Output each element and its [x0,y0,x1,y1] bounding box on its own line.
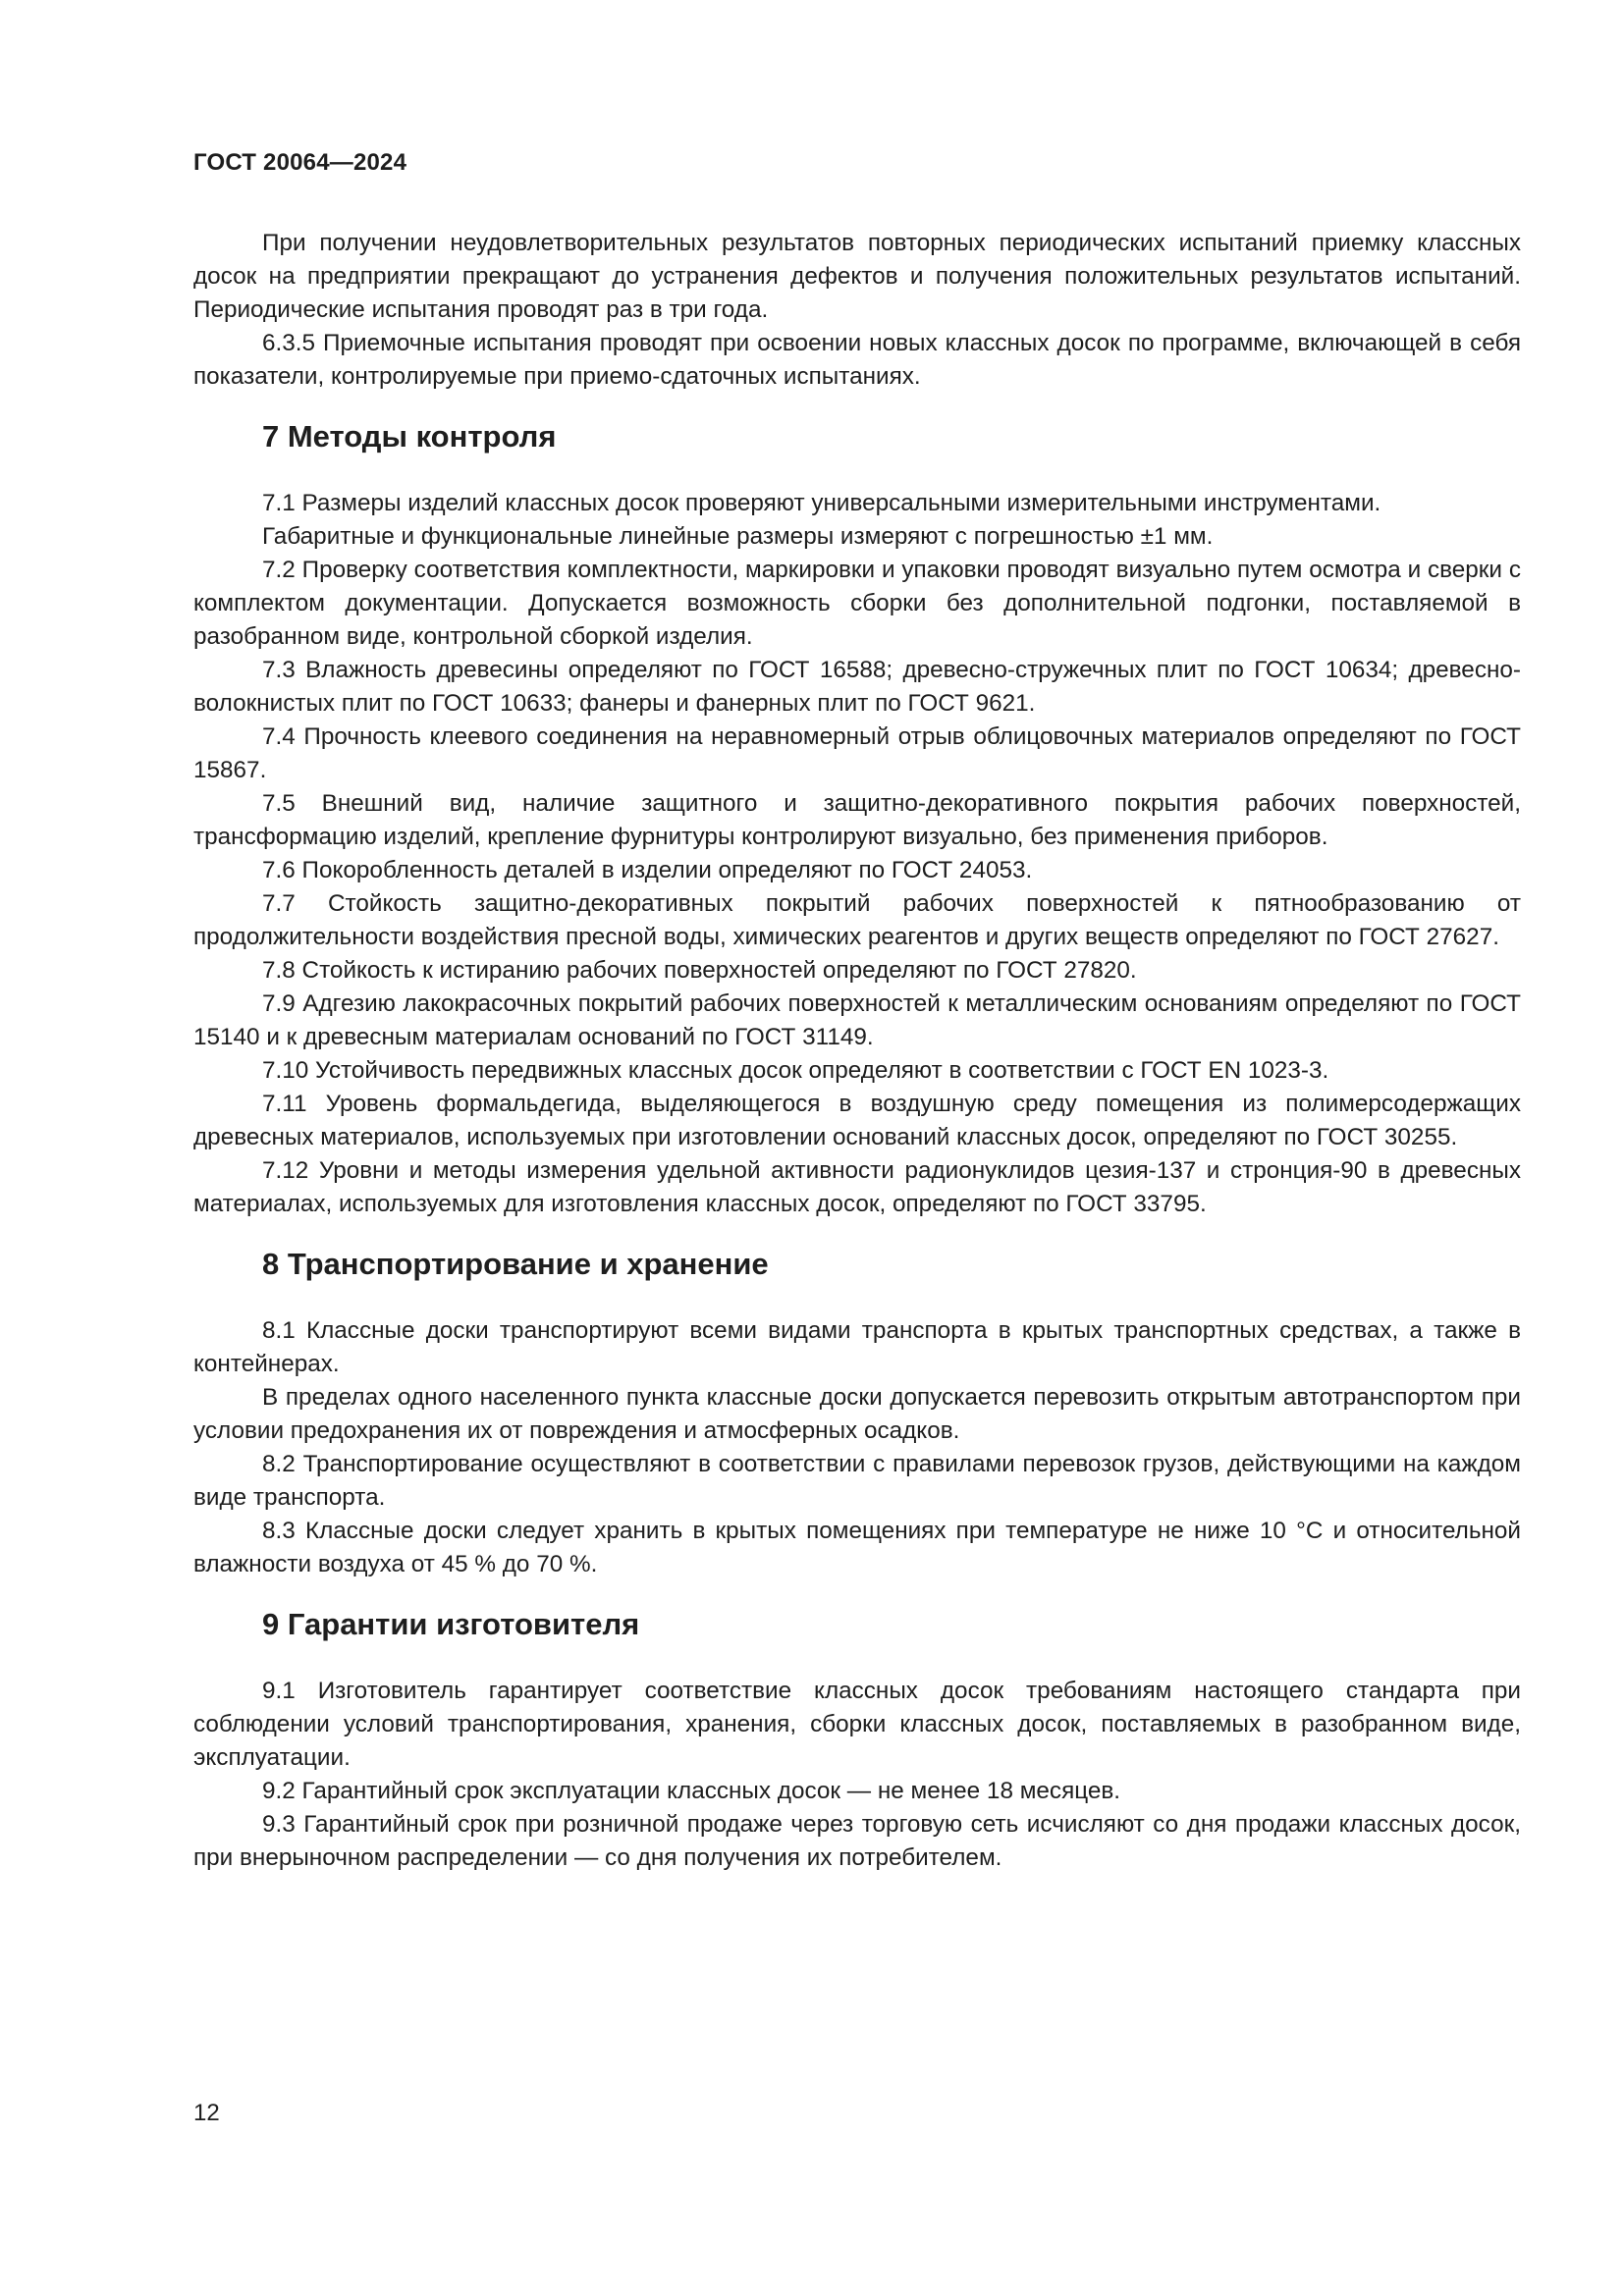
paragraph: 7.7 Стойкость защитно-декоративных покрытий рабочих поверхностей к пятнообразованию от продолжительности воздействия пресной воды, химических реагентов и других веществ определяют по ГОСТ 27627. [193,890,1521,950]
paragraph: 9.1 Изготовитель гарантирует соответствие классных досок требованиям настоящего стандарта при соблюдении условий транспортирования, хранения, сборки классных досок, поставляемых в разобранном виде, эксплуатации. [193,1678,1521,1771]
document-code-header: ГОСТ 20064—2024 [193,149,407,176]
paragraph: 7.4 Прочность клеевого соединения на неравномерный отрыв облицовочных материалов определяют по ГОСТ 15867. [193,723,1521,783]
paragraph: 7.10 Устойчивость передвижных классных досок определяют в соответствии с ГОСТ EN 1023-3. [262,1057,1329,1084]
paragraph: При получении неудовлетворительных результатов повторных периодических испытаний приемку классных досок на предприятии прекращают до устранения дефектов и получения положительных результатов испытаний. Периодические испытания проводят раз в три года. [193,230,1521,323]
paragraph: 9.2 Гарантийный срок эксплуатации классных досок — не менее 18 месяцев. [262,1778,1121,1804]
paragraph: 7.9 Адгезию лакокрасочных покрытий рабочих поверхностей к металлическим основаниям определяют по ГОСТ 15140 и к древесным материалам оснований по ГОСТ 31149. [193,990,1521,1050]
paragraph: 6.3.5 Приемочные испытания проводят при освоении новых классных досок по программе, включающей в себя показатели, контролируемые при приемо-сдаточных испытаниях. [193,330,1521,390]
paragraph: 7.8 Стойкость к истиранию рабочих поверхностей определяют по ГОСТ 27820. [262,957,1137,984]
paragraph: 8.1 Классные доски транспортируют всеми видами транспорта в крытых транспортных средствах, а также в контейнерах. [193,1317,1521,1377]
paragraph: 7.2 Проверку соответствия комплектности, маркировки и упаковки проводят визуально путем осмотра и сверки с комплектом документации. Допускается возможность сборки без дополнительной подгонки, поставляемой в разобранном виде, контрольной сборкой изделия. [193,557,1521,650]
paragraph: В пределах одного населенного пункта классные доски допускается перевозить открытым автотранспортом при условии предохранения их от повреждения и атмосферных осадков. [193,1384,1521,1444]
paragraph: 9.3 Гарантийный срок при розничной продаже через торговую сеть исчисляют со дня продажи классных досок, при внерыночном распределении — со дня получения их потребителем. [193,1811,1521,1871]
paragraph: 7.5 Внешний вид, наличие защитного и защитно-декоративного покрытия рабочих поверхностей, трансформацию изделий, крепление фурнитуры контролируют визуально, без применения приборов. [193,790,1521,850]
section-9-heading: 9 Гарантии изготовителя [262,1607,640,1641]
page-content [193,227,1521,1875]
paragraph: 7.1 Размеры изделий классных досок проверяют универсальными измерительными инструментами. [262,490,1381,516]
paragraph: 8.3 Классные доски следует хранить в крытых помещениях при температуре не ниже 10 °С и относительной влажности воздуха от 45 % до 70 %. [193,1518,1521,1577]
section-8-heading: 8 Транспортирование и хранение [262,1247,769,1281]
paragraph: 7.6 Покоробленность деталей в изделии определяют по ГОСТ 24053. [262,857,1033,883]
paragraph: 7.11 Уровень формальдегида, выделяющегося в воздушную среду помещения из полимерсодержащих древесных материалов, используемых при изготовлении оснований классных досок, определяют по ГОСТ 30255. [193,1091,1521,1150]
page-number: 12 [193,2100,220,2126]
paragraph: 7.3 Влажность древесины определяют по ГОСТ 16588; древесно-стружечных плит по ГОСТ 10634; древесно-волокнистых плит по ГОСТ 10633; фанеры и фанерных плит по ГОСТ 9621. [193,657,1521,717]
document-page [193,0,1521,2296]
paragraph: Габаритные и функциональные линейные размеры измеряют с погрешностью ±1 мм. [262,523,1214,550]
paragraph: 8.2 Транспортирование осуществляют в соответствии с правилами перевозок грузов, действующими на каждом виде транспорта. [193,1451,1521,1511]
section-7-heading: 7 Методы контроля [262,419,557,454]
paragraph: 7.12 Уровни и методы измерения удельной активности радионуклидов цезия-137 и стронция-90 в древесных материалах, используемых для изготовления классных досок, определяют по ГОСТ 33795. [193,1157,1521,1217]
